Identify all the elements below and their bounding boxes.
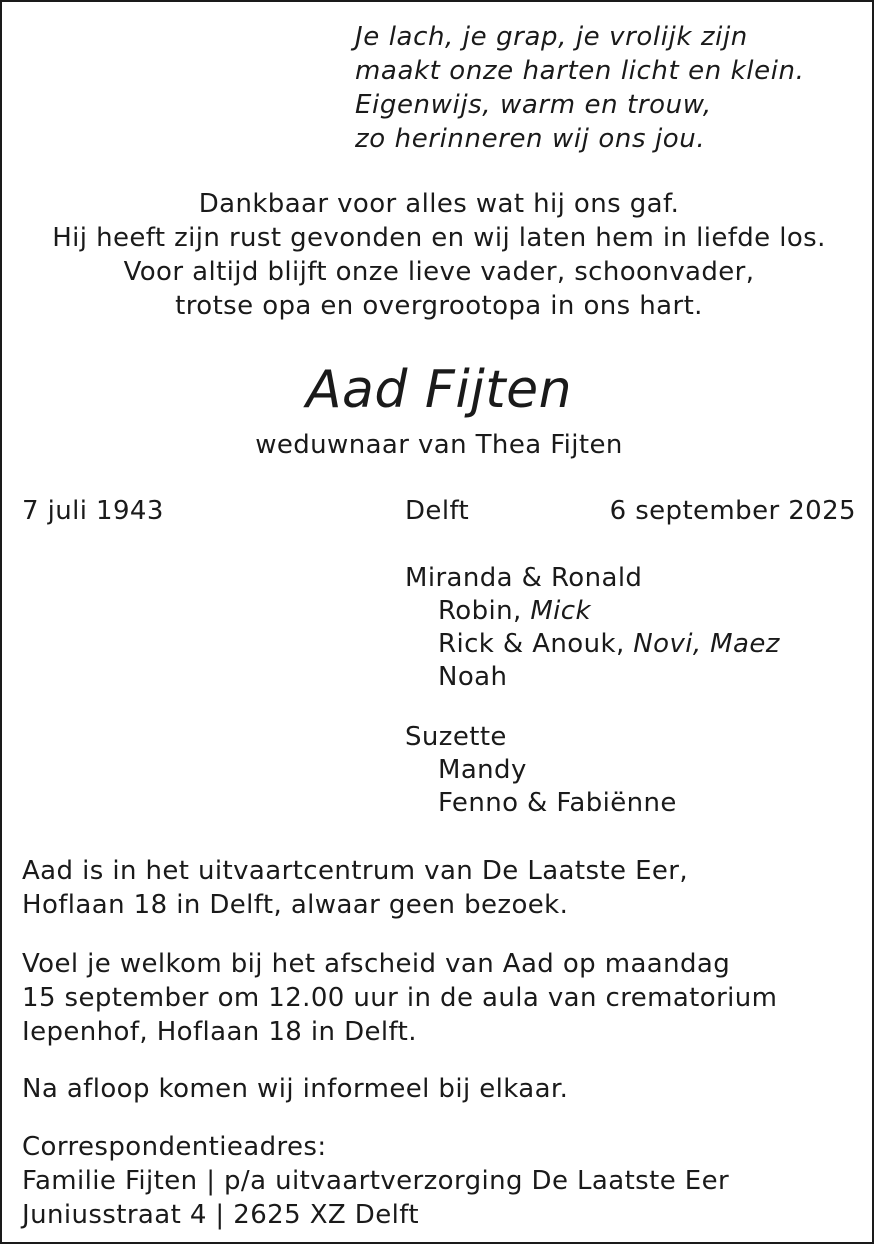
family-child [405,595,780,628]
death-date: 6 september 2025 [609,496,856,526]
tribute-line: Voor altijd blijft onze lieve vader, schoonvader, [123,257,755,287]
tribute-text [2,187,874,323]
child-name: Fenno & Fabiënne [438,788,677,818]
child-name: Rick & Anouk, [438,629,634,659]
info-line: Familie Fijten | p/a uitvaartverzorging De Laatste Eer [22,1166,730,1196]
poem [355,20,805,156]
gathering-info: Na afloop komen wij informeel bij elkaar. [22,1074,569,1104]
family-parent: Suzette [405,722,507,752]
birth-date: 7 juli 1943 [22,496,164,526]
family-group [405,562,780,694]
child-name: Robin, [438,596,531,626]
family-group [405,721,677,820]
info-line: Juniusstraat 4 | 2625 XZ Delft [22,1200,419,1230]
child-name: Noah [438,662,508,692]
poem-line: zo herinneren wij ons jou. [355,124,706,154]
family-child [405,661,780,694]
info-line: Hoflaan 18 in Delft, alwaar geen bezoek. [22,890,569,920]
family-child [405,787,677,820]
info-line: Voel je welkom bij het afscheid van Aad op maandag [22,949,731,979]
grandchildren-names: Novi, Maez [633,629,780,659]
poem-line: Je lach, je grap, je vrolijk zijn [355,22,748,52]
poem-line: Eigenwijs, warm en trouw, [355,90,712,120]
deceased-subtitle: weduwnaar van Thea Fijten [255,430,623,460]
family-child [405,754,677,787]
child-name: Mandy [438,755,527,785]
info-line: Correspondentieadres: [22,1132,327,1162]
tribute-line: trotse opa en overgrootopa in ons hart. [175,291,703,321]
place: Delft [405,496,470,526]
poem-line: maakt onze harten licht en klein. [355,56,805,86]
family-child [405,628,780,661]
info-line: Iepenhof, Hoflaan 18 in Delft. [22,1017,417,1047]
info-line: Aad is in het uitvaartcentrum van De Laatste Eer, [22,856,689,886]
tribute-line: Hij heeft zijn rust gevonden en wij laten hem in liefde los. [52,223,826,253]
location-info [22,854,688,922]
tribute-line: Dankbaar voor alles wat hij ons gaf. [198,189,680,219]
correspondence-address [22,1130,729,1232]
family-parent: Miranda & Ronald [405,563,643,593]
ceremony-info [22,947,777,1049]
deceased-name: Aad Fijten [305,360,573,420]
info-line: 15 september om 12.00 uur in de aula van crematorium [22,983,778,1013]
grandchildren-names: Mick [530,596,591,626]
